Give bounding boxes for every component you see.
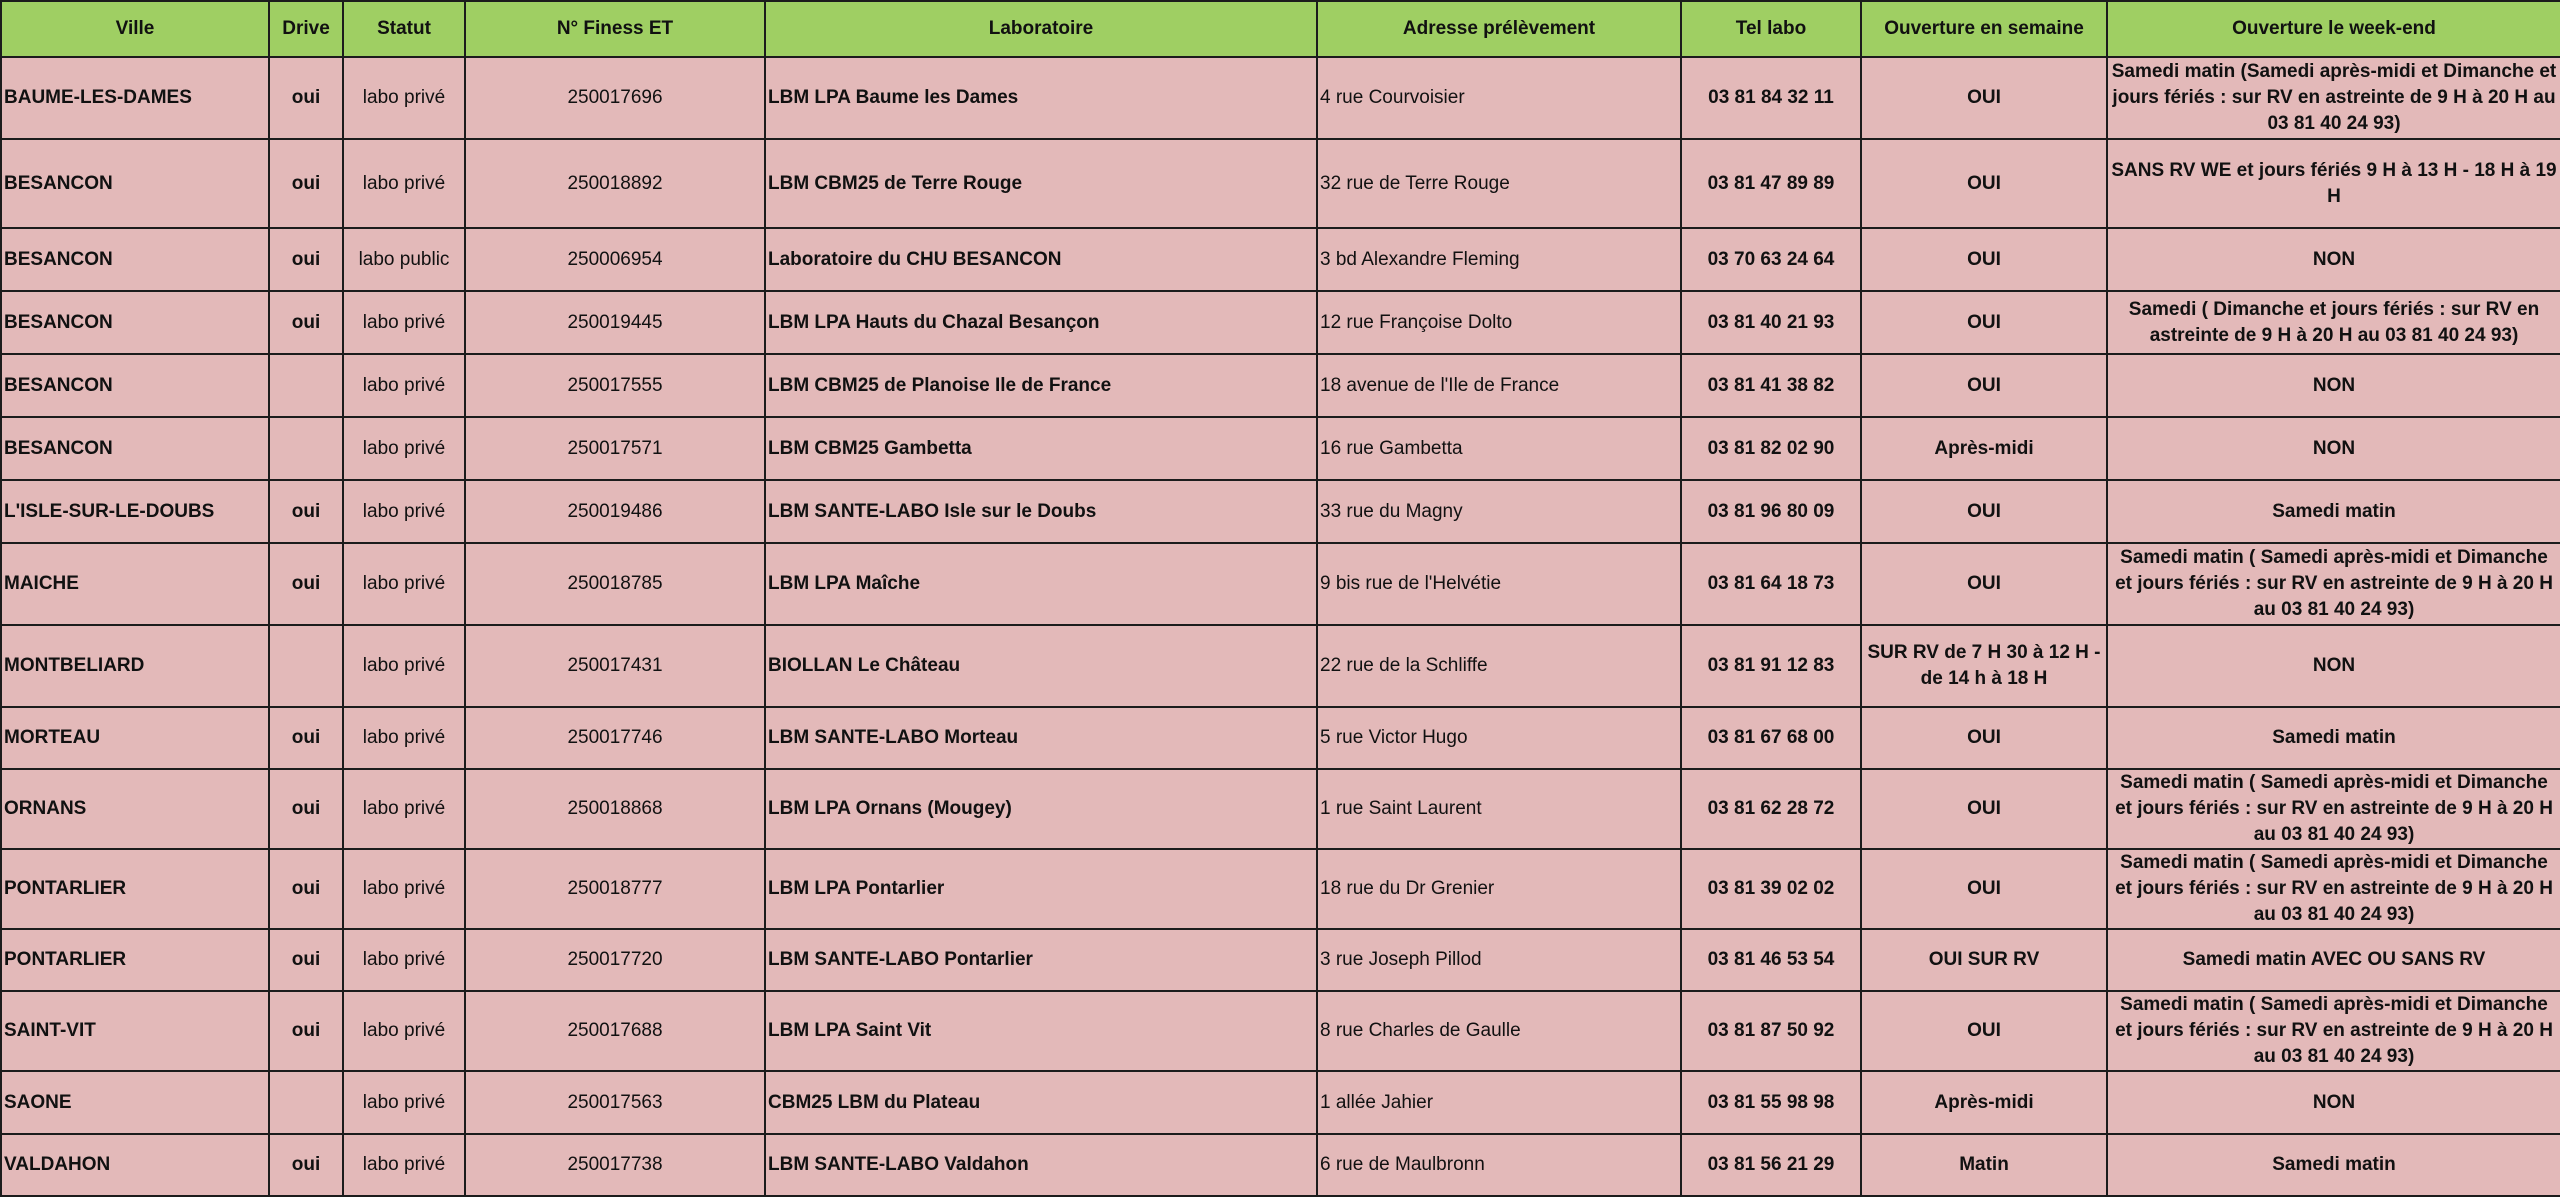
cell-weekend: NON <box>2107 1071 2560 1134</box>
header-finess: N° Finess ET <box>465 1 765 57</box>
cell-semaine: OUI <box>1861 769 2107 849</box>
table-row <box>1 417 2560 480</box>
cell-statut: labo privé <box>343 354 465 417</box>
cell-adresse: 18 avenue de l'Ile de France <box>1317 354 1681 417</box>
cell-statut: labo privé <box>343 707 465 769</box>
cell-finess: 250017555 <box>465 354 765 417</box>
table-row <box>1 1071 2560 1134</box>
cell-adresse: 1 rue Saint Laurent <box>1317 769 1681 849</box>
cell-finess: 250006954 <box>465 228 765 291</box>
cell-statut: labo privé <box>343 991 465 1071</box>
cell-laboratoire: Laboratoire du CHU BESANCON <box>765 228 1317 291</box>
cell-ville: VALDAHON <box>1 1134 269 1196</box>
cell-ville: MORTEAU <box>1 707 269 769</box>
cell-weekend: Samedi matin <box>2107 480 2560 543</box>
table-row <box>1 543 2560 625</box>
cell-ville: BESANCON <box>1 139 269 228</box>
cell-finess: 250017720 <box>465 929 765 991</box>
header-ville: Ville <box>1 1 269 57</box>
cell-semaine: OUI <box>1861 57 2107 139</box>
cell-semaine: OUI <box>1861 354 2107 417</box>
cell-drive <box>269 1071 343 1134</box>
cell-weekend: Samedi matin ( Samedi après-midi et Dimanche et jours fériés : sur RV en astreinte de 9 H à 20 H au 03 81 40 24 93) <box>2107 991 2560 1071</box>
cell-weekend: NON <box>2107 228 2560 291</box>
header-laboratoire: Laboratoire <box>765 1 1317 57</box>
cell-adresse: 1 allée Jahier <box>1317 1071 1681 1134</box>
cell-laboratoire: LBM CBM25 Gambetta <box>765 417 1317 480</box>
cell-laboratoire: CBM25 LBM du Plateau <box>765 1071 1317 1134</box>
cell-drive: oui <box>269 543 343 625</box>
cell-weekend: Samedi matin ( Samedi après-midi et Dimanche et jours fériés : sur RV en astreinte de 9 H à 20 H au 03 81 40 24 93) <box>2107 849 2560 929</box>
cell-finess: 250018892 <box>465 139 765 228</box>
cell-adresse: 8 rue Charles de Gaulle <box>1317 991 1681 1071</box>
table-row <box>1 139 2560 228</box>
cell-statut: labo privé <box>343 849 465 929</box>
cell-tel: 03 81 39 02 02 <box>1681 849 1861 929</box>
cell-tel: 03 81 55 98 98 <box>1681 1071 1861 1134</box>
table-row <box>1 57 2560 139</box>
cell-statut: labo privé <box>343 625 465 707</box>
cell-weekend: Samedi matin <box>2107 707 2560 769</box>
cell-finess: 250018777 <box>465 849 765 929</box>
cell-ville: MAICHE <box>1 543 269 625</box>
cell-adresse: 16 rue Gambetta <box>1317 417 1681 480</box>
header-weekend: Ouverture le week-end <box>2107 1 2560 57</box>
cell-laboratoire: BIOLLAN Le Château <box>765 625 1317 707</box>
cell-weekend: NON <box>2107 417 2560 480</box>
cell-semaine: OUI <box>1861 139 2107 228</box>
header-semaine: Ouverture en semaine <box>1861 1 2107 57</box>
cell-finess: 250017431 <box>465 625 765 707</box>
cell-semaine: OUI SUR RV <box>1861 929 2107 991</box>
cell-finess: 250017746 <box>465 707 765 769</box>
cell-laboratoire: LBM SANTE-LABO Valdahon <box>765 1134 1317 1196</box>
cell-laboratoire: LBM LPA Maîche <box>765 543 1317 625</box>
cell-ville: BAUME-LES-DAMES <box>1 57 269 139</box>
cell-finess: 250018868 <box>465 769 765 849</box>
cell-weekend: Samedi matin AVEC OU SANS RV <box>2107 929 2560 991</box>
cell-statut: labo privé <box>343 769 465 849</box>
cell-weekend: NON <box>2107 354 2560 417</box>
cell-adresse: 3 rue Joseph Pillod <box>1317 929 1681 991</box>
cell-laboratoire: LBM SANTE-LABO Pontarlier <box>765 929 1317 991</box>
cell-tel: 03 81 82 02 90 <box>1681 417 1861 480</box>
cell-statut: labo privé <box>343 57 465 139</box>
cell-ville: BESANCON <box>1 354 269 417</box>
cell-drive: oui <box>269 769 343 849</box>
cell-adresse: 33 rue du Magny <box>1317 480 1681 543</box>
table-row <box>1 625 2560 707</box>
cell-semaine: OUI <box>1861 480 2107 543</box>
cell-weekend: Samedi ( Dimanche et jours fériés : sur RV en astreinte de 9 H à 20 H au 03 81 40 24 93) <box>2107 291 2560 354</box>
cell-ville: ORNANS <box>1 769 269 849</box>
cell-tel: 03 81 40 21 93 <box>1681 291 1861 354</box>
cell-drive <box>269 354 343 417</box>
header-adresse: Adresse prélèvement <box>1317 1 1681 57</box>
cell-tel: 03 81 41 38 82 <box>1681 354 1861 417</box>
cell-semaine: OUI <box>1861 849 2107 929</box>
cell-ville: SAINT-VIT <box>1 991 269 1071</box>
cell-semaine: OUI <box>1861 991 2107 1071</box>
cell-adresse: 6 rue de Maulbronn <box>1317 1134 1681 1196</box>
cell-laboratoire: LBM CBM25 de Planoise Ile de France <box>765 354 1317 417</box>
table-row <box>1 354 2560 417</box>
cell-statut: labo privé <box>343 1134 465 1196</box>
cell-drive: oui <box>269 57 343 139</box>
table-row <box>1 991 2560 1071</box>
cell-weekend: Samedi matin (Samedi après-midi et Dimanche et jours fériés : sur RV en astreinte de 9 H à 20 H au 03 81 40 24 93) <box>2107 57 2560 139</box>
table-row <box>1 291 2560 354</box>
cell-laboratoire: LBM LPA Ornans (Mougey) <box>765 769 1317 849</box>
cell-tel: 03 81 64 18 73 <box>1681 543 1861 625</box>
cell-tel: 03 81 84 32 11 <box>1681 57 1861 139</box>
cell-laboratoire: LBM SANTE-LABO Isle sur le Doubs <box>765 480 1317 543</box>
cell-adresse: 9 bis rue de l'Helvétie <box>1317 543 1681 625</box>
cell-ville: MONTBELIARD <box>1 625 269 707</box>
cell-statut: labo privé <box>343 291 465 354</box>
cell-drive: oui <box>269 480 343 543</box>
header-tel: Tel labo <box>1681 1 1861 57</box>
cell-semaine: Après-midi <box>1861 417 2107 480</box>
table-row <box>1 849 2560 929</box>
cell-semaine: OUI <box>1861 543 2107 625</box>
cell-laboratoire: LBM LPA Baume les Dames <box>765 57 1317 139</box>
cell-drive: oui <box>269 991 343 1071</box>
cell-adresse: 12 rue Françoise Dolto <box>1317 291 1681 354</box>
cell-tel: 03 81 91 12 83 <box>1681 625 1861 707</box>
cell-adresse: 5 rue Victor Hugo <box>1317 707 1681 769</box>
cell-adresse: 32 rue de Terre Rouge <box>1317 139 1681 228</box>
cell-laboratoire: LBM LPA Pontarlier <box>765 849 1317 929</box>
table-row <box>1 480 2560 543</box>
cell-finess: 250019445 <box>465 291 765 354</box>
cell-laboratoire: LBM LPA Hauts du Chazal Besançon <box>765 291 1317 354</box>
cell-drive: oui <box>269 291 343 354</box>
cell-drive <box>269 625 343 707</box>
cell-ville: BESANCON <box>1 417 269 480</box>
cell-adresse: 22 rue de la Schliffe <box>1317 625 1681 707</box>
cell-tel: 03 81 96 80 09 <box>1681 480 1861 543</box>
cell-statut: labo privé <box>343 480 465 543</box>
cell-drive: oui <box>269 849 343 929</box>
cell-tel: 03 81 67 68 00 <box>1681 707 1861 769</box>
cell-weekend: Samedi matin <box>2107 1134 2560 1196</box>
cell-drive <box>269 417 343 480</box>
cell-tel: 03 81 62 28 72 <box>1681 769 1861 849</box>
cell-statut: labo privé <box>343 543 465 625</box>
cell-finess: 250019486 <box>465 480 765 543</box>
cell-finess: 250017571 <box>465 417 765 480</box>
header-drive: Drive <box>269 1 343 57</box>
cell-weekend: Samedi matin ( Samedi après-midi et Dimanche et jours fériés : sur RV en astreinte de 9 H à 20 H au 03 81 40 24 93) <box>2107 769 2560 849</box>
header-row <box>1 1 2560 57</box>
cell-laboratoire: LBM LPA Saint Vit <box>765 991 1317 1071</box>
cell-ville: SAONE <box>1 1071 269 1134</box>
cell-weekend: SANS RV WE et jours fériés 9 H à 13 H - 18 H à 19 H <box>2107 139 2560 228</box>
cell-semaine: OUI <box>1861 707 2107 769</box>
cell-tel: 03 81 46 53 54 <box>1681 929 1861 991</box>
cell-semaine: SUR RV de 7 H 30 à 12 H - de 14 h à 18 H <box>1861 625 2107 707</box>
cell-semaine: Après-midi <box>1861 1071 2107 1134</box>
cell-tel: 03 81 87 50 92 <box>1681 991 1861 1071</box>
cell-adresse: 4 rue Courvoisier <box>1317 57 1681 139</box>
cell-finess: 250017563 <box>465 1071 765 1134</box>
table-row <box>1 929 2560 991</box>
cell-drive: oui <box>269 139 343 228</box>
cell-statut: labo privé <box>343 417 465 480</box>
cell-semaine: OUI <box>1861 228 2107 291</box>
cell-finess: 250017688 <box>465 991 765 1071</box>
cell-laboratoire: LBM SANTE-LABO Morteau <box>765 707 1317 769</box>
cell-ville: L'ISLE-SUR-LE-DOUBS <box>1 480 269 543</box>
table-row <box>1 228 2560 291</box>
cell-laboratoire: LBM CBM25 de Terre Rouge <box>765 139 1317 228</box>
cell-statut: labo privé <box>343 929 465 991</box>
cell-drive: oui <box>269 929 343 991</box>
cell-tel: 03 81 56 21 29 <box>1681 1134 1861 1196</box>
cell-finess: 250017696 <box>465 57 765 139</box>
cell-drive: oui <box>269 228 343 291</box>
table-row <box>1 769 2560 849</box>
cell-semaine: OUI <box>1861 291 2107 354</box>
cell-ville: PONTARLIER <box>1 929 269 991</box>
cell-statut: labo public <box>343 228 465 291</box>
cell-weekend: NON <box>2107 625 2560 707</box>
cell-semaine: Matin <box>1861 1134 2107 1196</box>
cell-drive: oui <box>269 707 343 769</box>
cell-adresse: 18 rue du Dr Grenier <box>1317 849 1681 929</box>
cell-adresse: 3 bd Alexandre Fleming <box>1317 228 1681 291</box>
header-statut: Statut <box>343 1 465 57</box>
table-row <box>1 1134 2560 1196</box>
cell-ville: BESANCON <box>1 291 269 354</box>
cell-tel: 03 70 63 24 64 <box>1681 228 1861 291</box>
cell-tel: 03 81 47 89 89 <box>1681 139 1861 228</box>
cell-ville: BESANCON <box>1 228 269 291</box>
cell-weekend: Samedi matin ( Samedi après-midi et Dimanche et jours fériés : sur RV en astreinte de 9 H à 20 H au 03 81 40 24 93) <box>2107 543 2560 625</box>
cell-finess: 250017738 <box>465 1134 765 1196</box>
cell-finess: 250018785 <box>465 543 765 625</box>
cell-ville: PONTARLIER <box>1 849 269 929</box>
cell-drive: oui <box>269 1134 343 1196</box>
table-row <box>1 707 2560 769</box>
cell-statut: labo privé <box>343 1071 465 1134</box>
cell-statut: labo privé <box>343 139 465 228</box>
